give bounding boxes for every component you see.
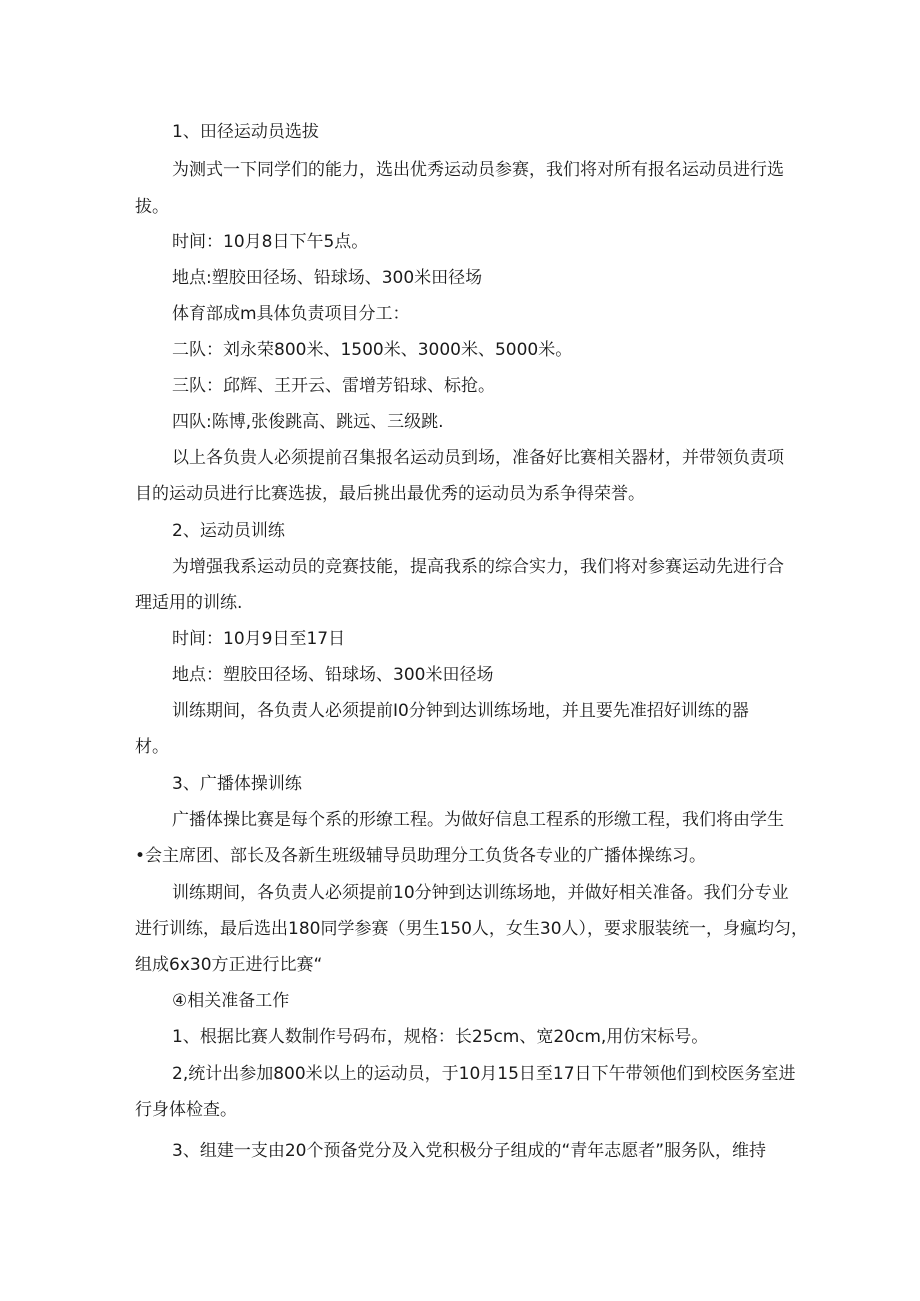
- body-line: 为测式一下同学们的能力，选出优秀运动员参赛，我们将对所有报名运动员进行选: [172, 160, 784, 180]
- body-line: 3、组建一支由20个预备党分及入党积极分子组成的“青年志愿者”服务队，维持: [172, 1141, 767, 1161]
- body-line: 广播体操比赛是每个系的形缭工程。为做好信息工程系的形缴工程，我们将由学生: [172, 810, 784, 830]
- body-line: 2,统计出参加800米以上的运动员，于10月15日至17日下午带领他们到校医务室进: [172, 1064, 796, 1084]
- body-line: 地点:塑胶田径场、铅球场、300米田径场: [172, 268, 483, 288]
- body-line: 体育部成m具体负责项目分工：: [172, 304, 410, 324]
- body-line: 拔。: [135, 197, 169, 217]
- body-line: 时间：10月8日下午5点。: [172, 232, 369, 252]
- section-heading-training: 2、运动员训练: [172, 521, 285, 541]
- body-line: 进行训练，最后选出180同学参赛（男生150人，女生30人），要求服装统一，身瘋均匀，: [135, 919, 809, 939]
- body-line: 1、根据比赛人数制作号码布，规格：长25cm、宽20cm,用仿宋标号。: [172, 1027, 709, 1047]
- body-line: 为增强我系运动员的竞赛技能，提高我系的综合实力，我们将对参赛运动先进行合: [172, 557, 784, 577]
- body-line: •会主席团、部长及各新生班级辅导员助理分工负货各专业的广播体操练习。: [135, 846, 707, 866]
- body-line: 时间：10月9日至17日: [172, 629, 346, 649]
- section-heading-selection: 1、田径运动员选拔: [172, 122, 319, 142]
- body-line: 训练期间，各负责人必须提前I0分钟到达训练场地，并且要先准招好训练的器: [172, 701, 749, 721]
- body-line: 三队：邱辉、王开云、雷增芳铅球、标抢。: [172, 376, 495, 396]
- body-line: 理适用的训练.: [135, 593, 243, 613]
- body-line: 训练期间，各负责人必须提前10分钟到达训练场地，并做好相关准备。我们分专业: [172, 883, 789, 903]
- body-line: 地点：塑胶田径场、铅球场、300米田径场: [172, 665, 494, 685]
- body-line: 材。: [135, 737, 169, 757]
- section-heading-broadcast: 3、广播体操训练: [172, 774, 302, 794]
- body-line: 二队：刘永荣800米、1500米、3000米、5000米。: [172, 340, 573, 360]
- section-heading-preparation: ④相关准备工作: [172, 991, 290, 1011]
- body-line: 四队:陈博,张俊跳高、跳远、三级跳.: [172, 412, 444, 432]
- body-line: 目的运动员进行比赛选拔，最后挑出最优秀的运动员为系争得荣誉。: [135, 484, 645, 504]
- body-line: 行身体检查。: [135, 1100, 237, 1120]
- body-line: 以上各负贵人必须提前召集报名运动员到场，准备好比赛相关器材，并带领负责项: [172, 448, 784, 468]
- body-line: 组成6x30方正进行比赛“: [135, 955, 323, 975]
